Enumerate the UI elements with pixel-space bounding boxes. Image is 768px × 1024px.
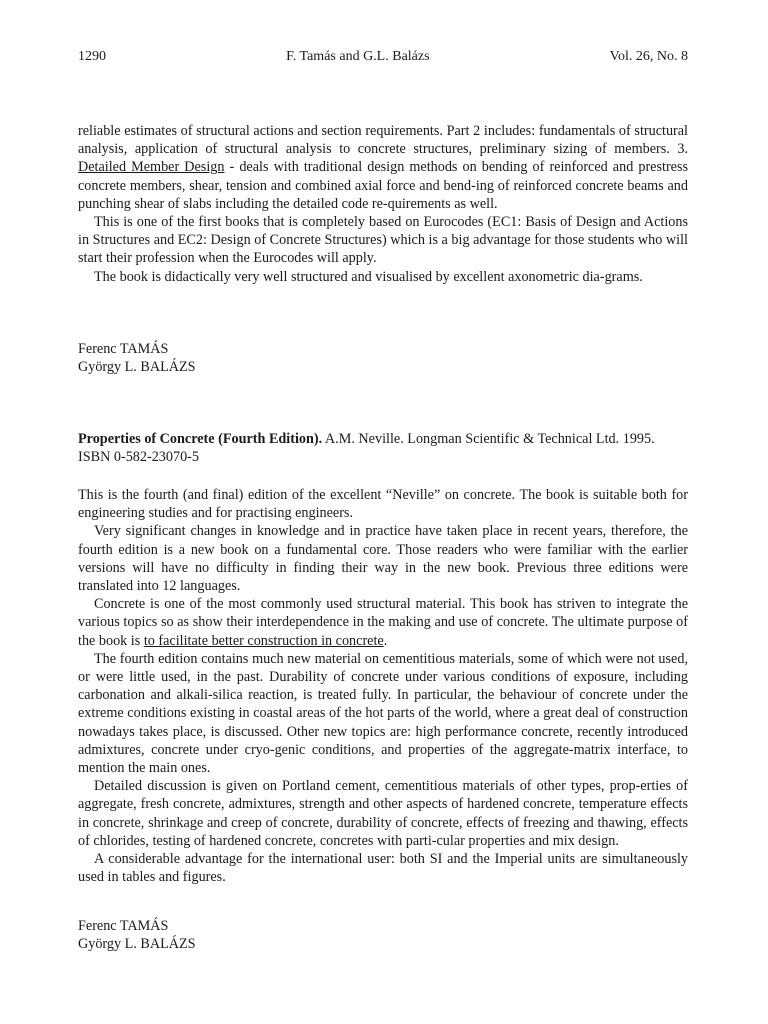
signature-name-2: György L. BALÁZS	[78, 359, 196, 376]
review-2-paragraph-5: Detailed discussion is given on Portland cement, cementitious materials of other types, prop-erties of aggregate, fresh concrete, admixtures, strength and other aspects of hardened concrete, temperature effects in concrete, shrinkage and creep of concrete, durability of concrete, effects of freezing and thawing, effects of chlorides, testing of hardened concrete, concretes with parti-cular properties and mix design.	[78, 778, 688, 849]
review-2-heading	[78, 430, 688, 466]
review-2-body	[78, 486, 688, 886]
review-1-p1-text-a: reliable estimates of structural actions and section requirements. Part 2 includes: fundamentals of structural analysis, application of structural analysis to concrete structures, preliminary sizing of members. 3.	[78, 123, 688, 158]
review-2-paragraph-4: The fourth edition contains much new material on cementitious materials, some of which were not used, or were little used, in the past. Durability of concrete under various conditions of exposure, including carbonation and alkali-silica reaction, is treated fully. In particular, the behaviour of concrete under the extreme conditions existing in coastal areas of the hot parts of the world, where a great deal of construction nowadays takes place, is discussed. Other new topics are: high performance concrete, recently introduced admixtures, concrete under cryo-genic conditions, and properties of the aggregate-matrix interface, to mention the main ones.	[78, 650, 688, 777]
construction-phrase-underline: to facilitate better construction in concrete	[143, 632, 384, 649]
review-2-paragraph-2: Very significant changes in knowledge and in practice have taken place in recent years, therefore, the fourth edition is a new book on a fundamental core. Those readers who were familiar with the earlier versions will have no difficulty in finding their way in the new book. Previous three editions were translated into 12 languages.	[78, 523, 688, 595]
review-1-signature	[78, 340, 196, 376]
signature-name-1: Ferenc TAMÁS	[78, 341, 169, 357]
review-2-paragraph-1: This is the fourth (and final) edition of the excellent “Neville” on concrete. The book is suitable both for engineering studies and for practising engineers.	[78, 487, 688, 522]
review-1-body	[78, 122, 688, 286]
volume-issue: Vol. 26, No. 8	[609, 49, 688, 64]
running-header	[78, 49, 688, 65]
review-1-paragraph-2: This is one of the first books that is completely based on Eurocodes (EC1: Basis of Design and Actions in Structures and EC2: Design of Concrete Structures) which is a big advantage for those students who will start their profession when the Eurocodes will apply.	[78, 214, 688, 267]
book-title: Properties of Concrete (Fourth Edition).	[78, 431, 323, 447]
review-1-p1-text-b: - deals with traditional design methods on bending of reinforced and prestress concrete members, shear, tension and combined axial force and bend-ing of reinforced concrete beams and punching shear of slabs including the detailed code re-quirements as well.	[78, 159, 689, 212]
page-number: 1290	[78, 49, 106, 64]
review-2-signature	[78, 917, 196, 953]
review-2-p3-text-a: Concrete is one of the most commonly used structural material. This book has striven to integrate the various topics so as show their interdependence in the making and use of concrete. The ultimate purpose of the book is	[78, 596, 688, 649]
review-2-p3-text-b: .	[383, 632, 388, 649]
review-2-paragraph-6: A considerable advantage for the international user: both SI and the Imperial units are simultaneously used in tables and figures.	[78, 851, 688, 886]
signature-name-2: György L. BALÁZS	[78, 936, 196, 953]
signature-name-1: Ferenc TAMÁS	[78, 918, 169, 934]
review-2-paragraph-3	[78, 595, 688, 650]
book-citation: A.M. Neville. Longman Scientific & Technical Ltd. 1995. ISBN 0-582-23070-5	[78, 431, 655, 466]
header-authors: F. Tamás and G.L. Balázs	[286, 49, 430, 64]
detailed-member-design-underline: Detailed Member Design	[78, 159, 225, 176]
review-1-paragraph-3: The book is didactically very well structured and visualised by excellent axonometric dia-grams.	[94, 268, 643, 285]
review-1-paragraph-1	[78, 122, 688, 213]
